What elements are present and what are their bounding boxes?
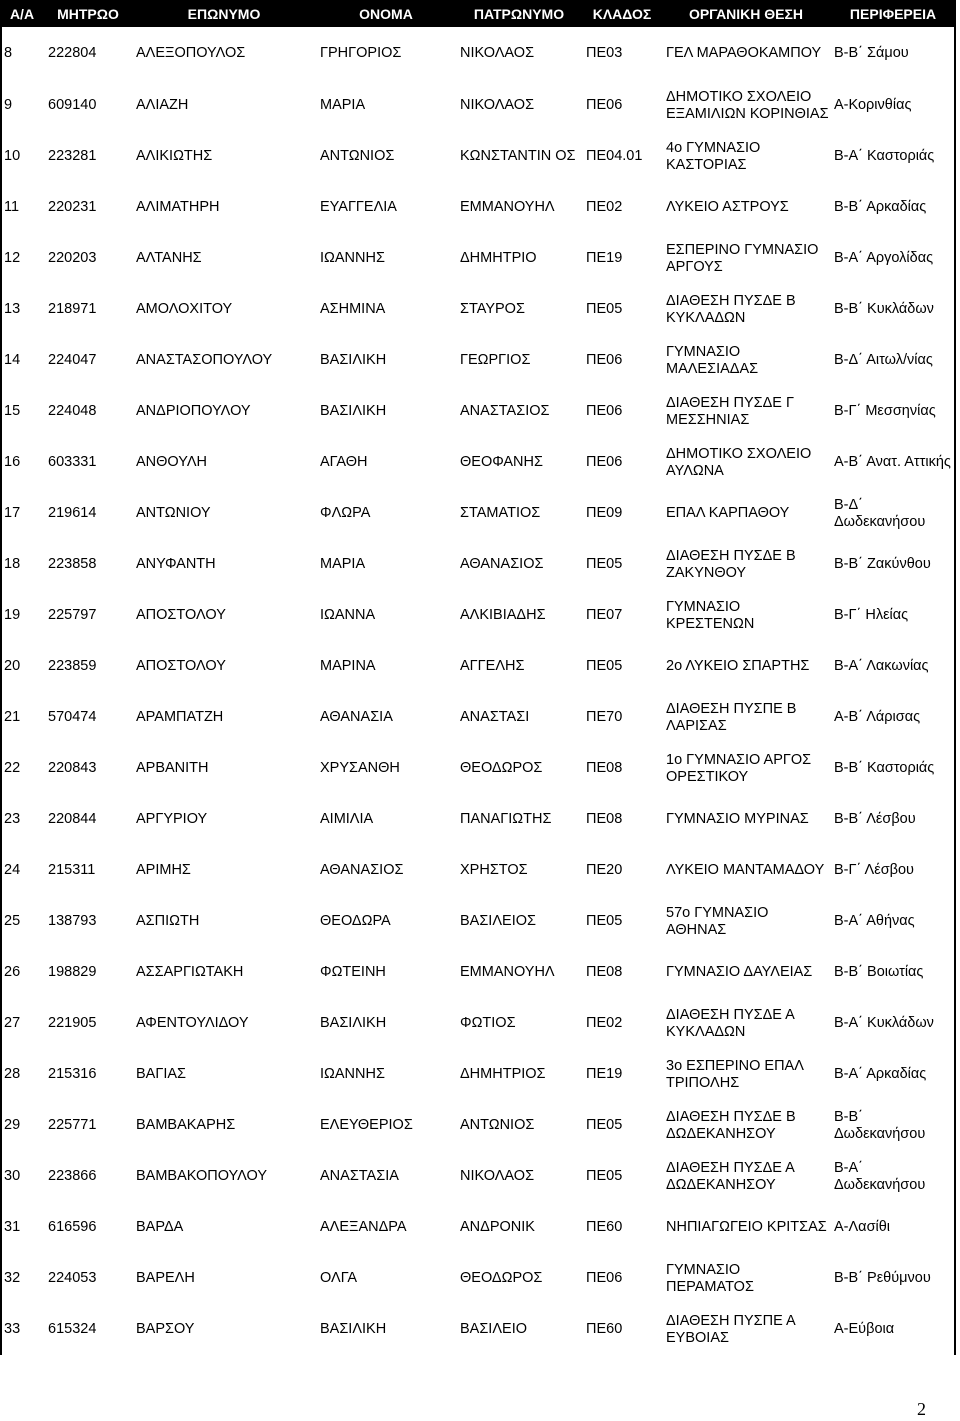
cell-perifereia: Β-Β΄ Λέσβου <box>834 811 916 827</box>
cell-organiki-thesi: ΕΣΠΕΡΙΝΟ ΓΥΜΝΑΣΙΟ ΑΡΓΟΥΣ <box>666 241 819 275</box>
table-row <box>0 1151 956 1202</box>
cell-klados: ΠΕ05 <box>586 1168 623 1184</box>
cell-onoma: ΒΑΣΙΛΙΚΗ <box>320 352 387 368</box>
table-row <box>0 1304 956 1355</box>
cell-perifereia: Β-Α΄ Κυκλάδων <box>834 1015 934 1031</box>
cell-klados: ΠΕ02 <box>586 199 623 215</box>
table-row <box>0 1253 956 1304</box>
cell-eponymo: ΒΑΜΒΑΚΟΠΟΥΛΟΥ <box>136 1168 268 1184</box>
cell-klados: ΠΕ08 <box>586 964 623 980</box>
cell-organiki-thesi: ΔΗΜΟΤΙΚΟ ΣΧΟΛΕΙΟ ΕΞΑΜΙΛΙΩΝ ΚΟΡΙΝΘΙΑΣ <box>666 88 829 122</box>
cell-onoma: ΑΣΗΜΙΝΑ <box>320 301 386 317</box>
cell-organiki-thesi: 1ο ΓΥΜΝΑΣΙΟ ΑΡΓΟΣ ΟΡΕΣΤΙΚΟΥ <box>666 751 812 785</box>
cell-organiki-thesi: ΔΙΑΘΕΣΗ ΠΥΣΔΕ Γ ΜΕΣΣΗΝΙΑΣ <box>666 394 794 428</box>
table-row <box>0 845 956 896</box>
cell-aa: 28 <box>4 1066 21 1082</box>
col-header-onoma: ΟΝΟΜΑ <box>316 0 456 27</box>
cell-mitroo: 224048 <box>48 403 97 419</box>
cell-organiki-thesi: ΔΙΑΘΕΣΗ ΠΥΣΔΕ Β ΔΩΔΕΚΑΝΗΣΟΥ <box>666 1108 796 1142</box>
cell-patronymo: ΝΙΚΟΛΑΟΣ <box>460 45 535 61</box>
cell-mitroo: 220203 <box>48 250 97 266</box>
cell-patronymo: ΝΙΚΟΛΑΟΣ <box>460 1168 535 1184</box>
cell-perifereia: Α-Εύβοια <box>834 1321 895 1337</box>
table-row <box>0 743 956 794</box>
table-row <box>0 80 956 131</box>
table-row <box>0 896 956 947</box>
cell-aa: 21 <box>4 709 21 725</box>
table-row <box>0 794 956 845</box>
cell-aa: 15 <box>4 403 21 419</box>
cell-klados: ΠΕ08 <box>586 811 623 827</box>
cell-eponymo: ΑΣΠΙΩΤΗ <box>136 913 200 929</box>
cell-perifereia: Β-Δ΄ Δωδεκανήσου <box>834 496 926 530</box>
cell-organiki-thesi: ΕΠΑΛ ΚΑΡΠΑΘΟΥ <box>666 505 790 521</box>
cell-patronymo: ΝΙΚΟΛΑΟΣ <box>460 97 535 113</box>
cell-patronymo: ΕΜΜΑΝΟΥΗΛ <box>460 199 555 215</box>
cell-onoma: ΧΡΥΣΑΝΘΗ <box>320 760 400 776</box>
cell-eponymo: ΑΛΕΞΟΠΟΥΛΟΣ <box>136 45 246 61</box>
cell-onoma: ΙΩΑΝΝΗΣ <box>320 250 385 266</box>
page-number: 2 <box>917 1399 926 1419</box>
cell-onoma: ΦΛΩΡΑ <box>320 505 371 521</box>
cell-klados: ΠΕ08 <box>586 760 623 776</box>
header-row <box>0 0 956 27</box>
cell-perifereia: Β-Β΄ Ζακύνθου <box>834 556 931 572</box>
cell-onoma: ΕΛΕΥΘΕΡΙΟΣ <box>320 1117 413 1133</box>
cell-eponymo: ΒΑΡΕΛΗ <box>136 1270 195 1286</box>
cell-organiki-thesi: 3ο ΕΣΠΕΡΙΝΟ ΕΠΑΛ ΤΡΙΠΟΛΗΣ <box>666 1057 804 1091</box>
cell-mitroo: 603331 <box>48 454 97 470</box>
cell-mitroo: 609140 <box>48 97 97 113</box>
col-header-organiki-thesi: ΟΡΓΑΝΙΚΗ ΘΕΣΗ <box>662 0 830 27</box>
cell-mitroo: 223866 <box>48 1168 97 1184</box>
cell-klados: ΠΕ05 <box>586 913 623 929</box>
cell-onoma: ΕΥΑΓΓΕΛΙΑ <box>320 199 397 215</box>
table-header <box>0 0 956 27</box>
cell-mitroo: 219614 <box>48 505 97 521</box>
cell-patronymo: ΔΗΜΗΤΡΙΟ <box>460 250 537 266</box>
table-row <box>0 284 956 335</box>
cell-patronymo: ΒΑΣΙΛΕΙΟΣ <box>460 913 536 929</box>
cell-organiki-thesi: ΔΙΑΘΕΣΗ ΠΥΣΔΕ Β ΚΥΚΛΑΔΩΝ <box>666 292 796 326</box>
cell-organiki-thesi: ΛΥΚΕΙΟ ΜΑΝΤΑΜΑΔΟΥ <box>666 862 825 878</box>
right-border-line <box>954 27 956 1355</box>
col-header-eponymo: ΕΠΩΝΥΜΟ <box>132 0 316 27</box>
cell-klados: ΠΕ60 <box>586 1321 623 1337</box>
table-row <box>0 1202 956 1253</box>
cell-mitroo: 220231 <box>48 199 97 215</box>
cell-onoma: ΑΝΤΩΝΙΟΣ <box>320 148 395 164</box>
cell-patronymo: ΓΕΩΡΓΙΟΣ <box>460 352 531 368</box>
left-border-line <box>0 27 2 1355</box>
cell-mitroo: 221905 <box>48 1015 97 1031</box>
cell-onoma: ΙΩΑΝΝΑ <box>320 607 376 623</box>
cell-aa: 30 <box>4 1168 21 1184</box>
cell-onoma: ΒΑΣΙΛΙΚΗ <box>320 1015 387 1031</box>
cell-organiki-thesi: ΔΗΜΟΤΙΚΟ ΣΧΟΛΕΙΟ ΑΥΛΩΝΑ <box>666 445 812 479</box>
cell-aa: 31 <box>4 1219 21 1235</box>
cell-onoma: ΜΑΡΙΑ <box>320 97 366 113</box>
cell-perifereia: Β-Γ΄ Ηλείας <box>834 607 909 623</box>
cell-eponymo: ΑΦΕΝΤΟΥΛΙΔΟΥ <box>136 1015 249 1031</box>
cell-organiki-thesi: ΝΗΠΙΑΓΩΓΕΙΟ ΚΡΙΤΣΑΣ <box>666 1219 827 1235</box>
cell-aa: 32 <box>4 1270 21 1286</box>
cell-mitroo: 615324 <box>48 1321 97 1337</box>
cell-perifereia: Β-Α΄ Καστοριάς <box>834 148 935 164</box>
cell-klados: ΠΕ05 <box>586 658 623 674</box>
cell-organiki-thesi: ΛΥΚΕΙΟ ΑΣΤΡΟΥΣ <box>666 199 789 215</box>
cell-aa: 27 <box>4 1015 21 1031</box>
cell-eponymo: ΑΝΔΡΙΟΠΟΥΛΟΥ <box>136 403 251 419</box>
table-row <box>0 1049 956 1100</box>
cell-klados: ΠΕ06 <box>586 352 623 368</box>
cell-aa: 11 <box>4 199 20 215</box>
table-row <box>0 488 956 539</box>
cell-mitroo: 225771 <box>48 1117 97 1133</box>
cell-perifereia: Β-Β΄ Βοιωτίας <box>834 964 924 980</box>
cell-onoma: ΦΩΤΕΙΝΗ <box>320 964 386 980</box>
cell-perifereia: Β-Γ΄ Μεσσηνίας <box>834 403 936 419</box>
cell-organiki-thesi: ΓΥΜΝΑΣΙΟ ΜΑΛΕΣΙΑΔΑΣ <box>666 343 759 377</box>
table-row <box>0 233 956 284</box>
cell-perifereia: Β-Β΄ Αρκαδίας <box>834 199 927 215</box>
cell-aa: 19 <box>4 607 21 623</box>
cell-patronymo: ΣΤΑΥΡΟΣ <box>460 301 525 317</box>
cell-onoma: ΑΓΑΘΗ <box>320 454 368 470</box>
cell-eponymo: ΑΛΤΑΝΗΣ <box>136 250 202 266</box>
cell-klados: ΠΕ20 <box>586 862 623 878</box>
cell-aa: 25 <box>4 913 21 929</box>
cell-aa: 33 <box>4 1321 21 1337</box>
cell-klados: ΠΕ05 <box>586 1117 623 1133</box>
cell-onoma: ΜΑΡΙΑ <box>320 556 366 572</box>
table-row <box>0 182 956 233</box>
cell-onoma: ΒΑΣΙΛΙΚΗ <box>320 1321 387 1337</box>
cell-mitroo: 198829 <box>48 964 97 980</box>
col-header-mitroo: ΜΗΤΡΩΟ <box>44 0 132 27</box>
cell-patronymo: ΑΘΑΝΑΣΙΟΣ <box>460 556 544 572</box>
cell-onoma: ΑΝΑΣΤΑΣΙΑ <box>320 1168 399 1184</box>
table-row <box>0 947 956 998</box>
cell-klados: ΠΕ05 <box>586 301 623 317</box>
cell-mitroo: 223858 <box>48 556 97 572</box>
cell-patronymo: ΑΝΑΣΤΑΣΙΟΣ <box>460 403 550 419</box>
cell-aa: 26 <box>4 964 21 980</box>
cell-klados: ΠΕ06 <box>586 454 623 470</box>
cell-perifereia: Β-Α΄ Αθήνας <box>834 913 915 929</box>
cell-aa: 29 <box>4 1117 21 1133</box>
cell-aa: 17 <box>4 505 21 521</box>
cell-aa: 20 <box>4 658 21 674</box>
cell-patronymo: ΔΗΜΗΤΡΙΟΣ <box>460 1066 546 1082</box>
cell-eponymo: ΑΝΥΦΑΝΤΗ <box>136 556 216 572</box>
cell-eponymo: ΑΝΑΣΤΑΣΟΠΟΥΛΟΥ <box>136 352 273 368</box>
cell-perifereia: Β-Α΄ Δωδεκανήσου <box>834 1159 926 1193</box>
cell-perifereia: Β-Β΄ Κυκλάδων <box>834 301 934 317</box>
cell-klados: ΠΕ06 <box>586 1270 623 1286</box>
table-row <box>0 335 956 386</box>
cell-klados: ΠΕ19 <box>586 250 623 266</box>
cell-organiki-thesi: 57ο ΓΥΜΝΑΣΙΟ ΑΘΗΝΑΣ <box>666 904 769 938</box>
cell-onoma: ΑΙΜΙΛΙΑ <box>320 811 374 827</box>
cell-eponymo: ΑΡΙΜΗΣ <box>136 862 191 878</box>
cell-eponymo: ΑΝΤΩΝΙΟΥ <box>136 505 211 521</box>
cell-klados: ΠΕ09 <box>586 505 623 521</box>
cell-organiki-thesi: ΔΙΑΘΕΣΗ ΠΥΣΔΕ Α ΔΩΔΕΚΑΝΗΣΟΥ <box>666 1159 795 1193</box>
cell-onoma: ΑΛΕΞΑΝΔΡΑ <box>320 1219 407 1235</box>
cell-eponymo: ΑΡΒΑΝΙΤΗ <box>136 760 209 776</box>
cell-mitroo: 215316 <box>48 1066 97 1082</box>
cell-patronymo: ΣΤΑΜΑΤΙΟΣ <box>460 505 541 521</box>
cell-aa: 23 <box>4 811 21 827</box>
cell-patronymo: ΚΩΝΣΤΑΝΤΙΝ ΟΣ <box>460 148 576 164</box>
cell-perifereia: Β-Δ΄ Αιτωλ/νίας <box>834 352 933 368</box>
cell-patronymo: ΒΑΣΙΛΕΙΟ <box>460 1321 527 1337</box>
cell-patronymo: ΑΝΑΣΤΑΣΙ <box>460 709 530 725</box>
cell-eponymo: ΒΑΜΒΑΚΑΡΗΣ <box>136 1117 236 1133</box>
cell-aa: 8 <box>4 45 13 61</box>
cell-patronymo: ΑΓΓΕΛΗΣ <box>460 658 525 674</box>
cell-aa: 24 <box>4 862 21 878</box>
cell-klados: ΠΕ06 <box>586 97 623 113</box>
cell-eponymo: ΒΑΓΙΑΣ <box>136 1066 186 1082</box>
cell-patronymo: ΑΛΚΙΒΙΑΔΗΣ <box>460 607 546 623</box>
cell-onoma: ΜΑΡΙΝΑ <box>320 658 376 674</box>
cell-mitroo: 616596 <box>48 1219 97 1235</box>
cell-organiki-thesi: ΓΥΜΝΑΣΙΟ ΜΥΡΙΝΑΣ <box>666 811 809 827</box>
table-row <box>0 590 956 641</box>
cell-eponymo: ΑΠΟΣΤΟΛΟΥ <box>136 607 226 623</box>
cell-aa: 16 <box>4 454 21 470</box>
cell-perifereia: Β-Β΄ Δωδεκανήσου <box>834 1108 926 1142</box>
cell-klados: ΠΕ06 <box>586 403 623 419</box>
cell-aa: 13 <box>4 301 21 317</box>
cell-patronymo: ΑΝΔΡΟΝΙΚ <box>460 1219 535 1235</box>
cell-klados: ΠΕ07 <box>586 607 623 623</box>
table-row <box>0 131 956 182</box>
cell-mitroo: 220844 <box>48 811 97 827</box>
cell-perifereia: Β-Α΄ Αργολίδας <box>834 250 934 266</box>
cell-mitroo: 222804 <box>48 45 97 61</box>
cell-organiki-thesi: ΓΕΛ ΜΑΡΑΘΟΚΑΜΠΟΥ <box>666 45 822 61</box>
cell-patronymo: ΠΑΝΑΓΙΩΤΗΣ <box>460 811 552 827</box>
cell-perifereia: Β-Γ΄ Λέσβου <box>834 862 914 878</box>
cell-eponymo: ΒΑΡΣΟΥ <box>136 1321 195 1337</box>
cell-eponymo: ΑΡΓΥΡΙΟΥ <box>136 811 208 827</box>
cell-perifereia: Α-Κορινθίας <box>834 97 912 113</box>
table-row <box>0 437 956 488</box>
cell-mitroo: 220843 <box>48 760 97 776</box>
cell-onoma: ΒΑΣΙΛΙΚΗ <box>320 403 387 419</box>
cell-eponymo: ΑΡΑΜΠΑΤΖΗ <box>136 709 224 725</box>
table-row <box>0 692 956 743</box>
cell-klados: ΠΕ19 <box>586 1066 623 1082</box>
cell-eponymo: ΑΜΟΛΟΧΙΤΟΥ <box>136 301 233 317</box>
cell-eponymo: ΑΝΘΟΥΛΗ <box>136 454 207 470</box>
cell-klados: ΠΕ60 <box>586 1219 623 1235</box>
cell-eponymo: ΑΛΙΑΖΗ <box>136 97 189 113</box>
cell-mitroo: 224053 <box>48 1270 97 1286</box>
cell-klados: ΠΕ02 <box>586 1015 623 1031</box>
cell-aa: 14 <box>4 352 21 368</box>
cell-organiki-thesi: ΔΙΑΘΕΣΗ ΠΥΣΔΕ Β ΖΑΚΥΝΘΟΥ <box>666 547 796 581</box>
cell-patronymo: ΘΕΟΦΑΝΗΣ <box>460 454 543 470</box>
cell-eponymo: ΒΑΡΔΑ <box>136 1219 184 1235</box>
col-header-klados: ΚΛΑΔΟΣ <box>582 0 662 27</box>
cell-klados: ΠΕ03 <box>586 45 623 61</box>
table-row <box>0 1100 956 1151</box>
cell-perifereia: Β-Β΄ Σάμου <box>834 45 909 61</box>
cell-eponymo: ΑΛΙΚΙΩΤΗΣ <box>136 148 213 164</box>
cell-organiki-thesi: 2ο ΛΥΚΕΙΟ ΣΠΑΡΤΗΣ <box>666 658 810 674</box>
cell-organiki-thesi: ΔΙΑΘΕΣΗ ΠΥΣΠΕ Β ΛΑΡΙΣΑΣ <box>666 700 797 734</box>
col-header-patronymo: ΠΑΤΡΩΝΥΜΟ <box>456 0 582 27</box>
col-header-aa: Α/Α <box>0 0 44 27</box>
cell-klados: ΠΕ70 <box>586 709 623 725</box>
cell-mitroo: 224047 <box>48 352 97 368</box>
cell-mitroo: 215311 <box>48 862 96 878</box>
cell-organiki-thesi: ΔΙΑΘΕΣΗ ΠΥΣΠΕ Α ΕΥΒΟΙΑΣ <box>666 1312 795 1346</box>
cell-onoma: ΙΩΑΝΝΗΣ <box>320 1066 385 1082</box>
cell-mitroo: 570474 <box>48 709 97 725</box>
cell-eponymo: ΑΛΙΜΑΤΗΡΗ <box>136 199 220 215</box>
table-row <box>0 539 956 590</box>
cell-organiki-thesi: ΔΙΑΘΕΣΗ ΠΥΣΔΕ Α ΚΥΚΛΑΔΩΝ <box>666 1006 795 1040</box>
cell-onoma: ΑΘΑΝΑΣΙΟΣ <box>320 862 404 878</box>
col-header-perifereia: ΠΕΡΙΦΕΡΕΙΑ <box>830 0 956 27</box>
cell-organiki-thesi: ΓΥΜΝΑΣΙΟ ΠΕΡΑΜΑΤΟΣ <box>666 1261 754 1295</box>
cell-patronymo: ΘΕΟΔΩΡΟΣ <box>460 760 543 776</box>
cell-onoma: ΑΘΑΝΑΣΙΑ <box>320 709 393 725</box>
cell-perifereia: Β-Β΄ Ρεθύμνου <box>834 1270 931 1286</box>
cell-eponymo: ΑΣΣΑΡΓΙΩΤΑΚΗ <box>136 964 244 980</box>
cell-perifereia: Α-Β΄ Ανατ. Αττικής <box>834 454 951 470</box>
cell-patronymo: ΦΩΤΙΟΣ <box>460 1015 516 1031</box>
cell-perifereia: Β-Α΄ Αρκαδίας <box>834 1066 927 1082</box>
cell-aa: 22 <box>4 760 21 776</box>
cell-patronymo: ΑΝΤΩΝΙΟΣ <box>460 1117 535 1133</box>
cell-aa: 9 <box>4 97 13 113</box>
cell-onoma: ΟΛΓΑ <box>320 1270 358 1286</box>
cell-perifereia: Β-Β΄ Καστοριάς <box>834 760 935 776</box>
cell-mitroo: 223281 <box>48 148 97 164</box>
cell-klados: ΠΕ05 <box>586 556 623 572</box>
cell-onoma: ΓΡΗΓΟΡΙΟΣ <box>320 45 402 61</box>
cell-patronymo: ΕΜΜΑΝΟΥΗΛ <box>460 964 555 980</box>
cell-aa: 10 <box>4 148 21 164</box>
table-row <box>0 27 956 80</box>
table-body <box>0 27 956 1355</box>
cell-eponymo: ΑΠΟΣΤΟΛΟΥ <box>136 658 226 674</box>
cell-klados: ΠΕ04.01 <box>586 148 643 164</box>
cell-onoma: ΘΕΟΔΩΡΑ <box>320 913 391 929</box>
cell-mitroo: 218971 <box>48 301 97 317</box>
cell-patronymo: ΘΕΟΔΩΡΟΣ <box>460 1270 543 1286</box>
cell-mitroo: 223859 <box>48 658 97 674</box>
cell-mitroo: 225797 <box>48 607 97 623</box>
cell-perifereia: Α-Β΄ Λάρισας <box>834 709 921 725</box>
cell-mitroo: 138793 <box>48 913 97 929</box>
cell-patronymo: ΧΡΗΣΤΟΣ <box>460 862 528 878</box>
table-row <box>0 386 956 437</box>
cell-aa: 18 <box>4 556 21 572</box>
cell-organiki-thesi: 4ο ΓΥΜΝΑΣΙΟ ΚΑΣΤΟΡΙΑΣ <box>666 139 761 173</box>
cell-aa: 12 <box>4 250 21 266</box>
cell-organiki-thesi: ΓΥΜΝΑΣΙΟ ΚΡΕΣΤΕΝΩΝ <box>666 598 755 632</box>
cell-organiki-thesi: ΓΥΜΝΑΣΙΟ ΔΑΥΛΕΙΑΣ <box>666 964 813 980</box>
table-row <box>0 998 956 1049</box>
cell-perifereia: Β-Α΄ Λακωνίας <box>834 658 929 674</box>
cell-perifereia: Α-Λασίθι <box>834 1219 891 1235</box>
table-row <box>0 641 956 692</box>
